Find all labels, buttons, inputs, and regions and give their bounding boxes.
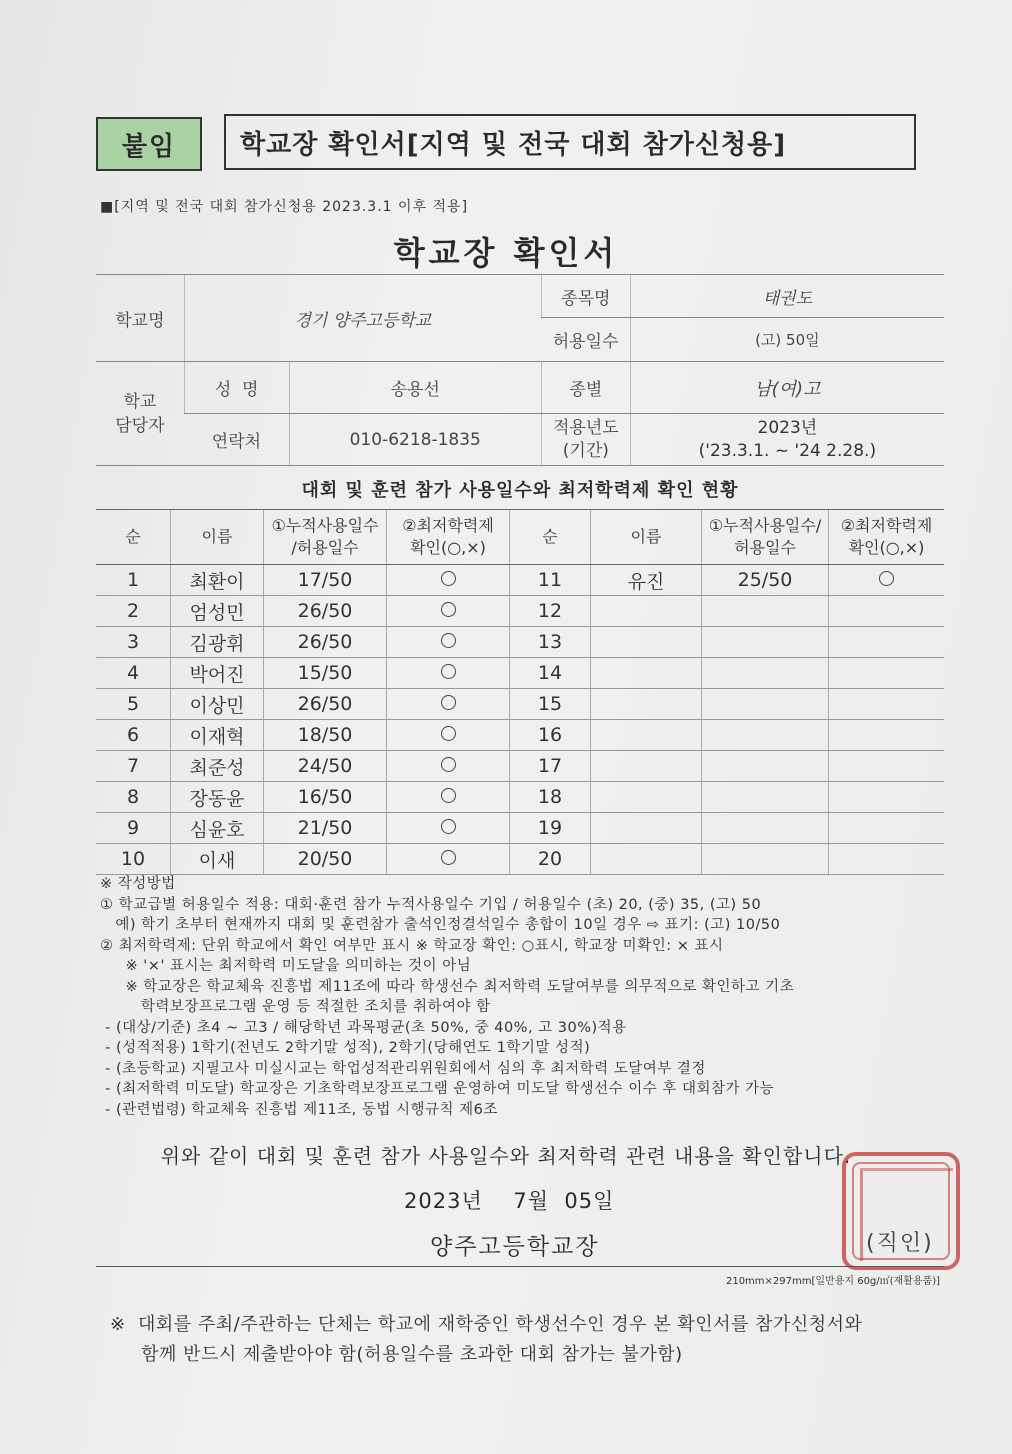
check-mark (387, 751, 510, 782)
col-header: ②최저학력제 확인(○,×) (829, 510, 945, 565)
check-mark (387, 565, 510, 596)
check-mark (829, 658, 945, 689)
row-number: 10 (96, 844, 171, 875)
check-mark (387, 627, 510, 658)
section-title: 대회 및 훈련 참가 사용일수와 최저학력제 확인 현황 (301, 480, 739, 501)
student-name: 김광휘 (171, 627, 264, 658)
writing-instructions (100, 874, 950, 1120)
used-days: 26/50 (264, 627, 387, 658)
person-name-label: 성 명 (184, 362, 289, 414)
circle-mark-icon (879, 571, 894, 586)
check-mark (387, 720, 510, 751)
check-mark (829, 565, 945, 596)
student-name (591, 720, 702, 751)
seal-label: (직인) (866, 1231, 934, 1256)
student-name: 최환이 (171, 565, 264, 596)
check-mark (829, 844, 945, 875)
row-number: 5 (96, 689, 171, 720)
used-days: 26/50 (264, 689, 387, 720)
table-header-row (96, 510, 944, 565)
student-name: 심윤호 (171, 813, 264, 844)
circle-mark-icon (441, 819, 456, 834)
circle-mark-icon (441, 571, 456, 586)
row-number: 6 (96, 720, 171, 751)
school-name-label: 학교명 (96, 275, 184, 362)
gender-label: 종별 (541, 362, 630, 414)
student-name: 엄성민 (171, 596, 264, 627)
student-name: 유진 (591, 565, 702, 596)
instruction-line: 예) 학기 초부터 현재까지 대회 및 훈련참가 출석인정결석일수 총합이 10일 경우 ⇨ 표기: (고) 10/50 (100, 917, 781, 933)
col-header: 이름 (591, 510, 702, 565)
applicability-note: ■[지역 및 전국 대회 참가신청용 2023.3.1 이후 적용] (100, 199, 469, 215)
used-days: 20/50 (264, 844, 387, 875)
allowed-days-label: 허용일수 (541, 318, 630, 362)
table-row (96, 751, 944, 782)
row-number: 7 (96, 751, 171, 782)
circle-mark-icon (441, 757, 456, 772)
used-days (702, 596, 829, 627)
phone-value: 010-6218-1835 (289, 414, 541, 466)
instruction-line: - (최저학력 미도달) 학교장은 기초학력보장프로그램 운영하여 미도달 학생선수 이수 후 대회참가 가능 (100, 1081, 775, 1097)
instruction-line: ※ 작성방법 (100, 876, 176, 892)
check-mark (829, 627, 945, 658)
row-number: 4 (96, 658, 171, 689)
year-value: 2023년 (757, 417, 818, 438)
check-mark (387, 813, 510, 844)
used-days (702, 751, 829, 782)
used-days: 21/50 (264, 813, 387, 844)
used-days: 26/50 (264, 596, 387, 627)
row-number: 14 (510, 658, 591, 689)
check-mark (387, 844, 510, 875)
used-days: 17/50 (264, 565, 387, 596)
used-days (702, 627, 829, 658)
col-header: ②최저학력제 확인(○,×) (387, 510, 510, 565)
circle-mark-icon (441, 664, 456, 679)
footer-line: ※ 대회를 주최/주관하는 단체는 학교에 재학중인 학생선수인 경우 본 확인서를 참가신청서와 (110, 1314, 863, 1335)
check-mark (829, 720, 945, 751)
document-heading: 학교장 확인서[지역 및 전국 대회 참가신청용] (224, 114, 916, 170)
footer-notice (110, 1310, 862, 1370)
instruction-line: 학력보장프로그램 운영 등 적절한 조치를 취하여야 함 (100, 999, 491, 1015)
sport-label: 종목명 (541, 275, 630, 318)
row-number: 3 (96, 627, 171, 658)
principal-signature: 양주고등학교장 (430, 1234, 600, 1260)
row-number: 12 (510, 596, 591, 627)
table-row (96, 689, 944, 720)
school-name-value: 경기 양주고등학교 (184, 275, 541, 362)
instruction-line: - (초등학교) 지필고사 미실시교는 학업성적관리위원회에서 심의 후 최저학력 도달여부 결정 (100, 1060, 706, 1077)
student-name (591, 782, 702, 813)
col-header: 순 (96, 510, 171, 565)
table-row (96, 565, 944, 596)
row-number: 19 (510, 813, 591, 844)
used-days (702, 844, 829, 875)
used-days (702, 813, 829, 844)
school-info-table (96, 274, 944, 466)
used-days: 18/50 (264, 720, 387, 751)
student-name (591, 689, 702, 720)
footer-line: 함께 반드시 제출받아야 함(허용일수를 초과한 대회 참가는 불가함) (110, 1344, 683, 1365)
student-name (591, 813, 702, 844)
row-number: 13 (510, 627, 591, 658)
table-row (96, 720, 944, 751)
year-label: 적용년도 (기간) (541, 414, 630, 466)
row-number: 20 (510, 844, 591, 875)
used-days: 24/50 (264, 751, 387, 782)
student-name (591, 627, 702, 658)
table-row (96, 658, 944, 689)
circle-mark-icon (441, 633, 456, 648)
check-mark (387, 689, 510, 720)
student-name (591, 844, 702, 875)
col-header: 순 (510, 510, 591, 565)
col-header: ①누적사용일수 /허용일수 (264, 510, 387, 565)
used-days: 15/50 (264, 658, 387, 689)
phone-label: 연락처 (184, 414, 289, 466)
issue-date: 2023년 7월 05일 (404, 1189, 615, 1213)
row-number: 11 (510, 565, 591, 596)
circle-mark-icon (441, 726, 456, 741)
divider (96, 1266, 944, 1267)
attachment-label: 붙임 (96, 117, 202, 171)
col-header: ①누적사용일수/ 허용일수 (702, 510, 829, 565)
row-number: 15 (510, 689, 591, 720)
row-number: 8 (96, 782, 171, 813)
row-number: 9 (96, 813, 171, 844)
student-name: 이새 (171, 844, 264, 875)
used-days (702, 689, 829, 720)
page-title: 학교장 확인서 (393, 234, 619, 272)
sport-value: 태권도 (630, 275, 944, 318)
year-cell (630, 414, 944, 466)
table-row (96, 627, 944, 658)
student-name: 이재혁 (171, 720, 264, 751)
table-row (96, 782, 944, 813)
person-name-value: 송용선 (289, 362, 541, 414)
student-name: 장동윤 (171, 782, 264, 813)
row-number: 1 (96, 565, 171, 596)
check-mark (829, 813, 945, 844)
circle-mark-icon (441, 788, 456, 803)
student-name: 박어진 (171, 658, 264, 689)
table-row (96, 813, 944, 844)
instruction-line: ② 최저학력제: 단위 학교에서 확인 여부만 표시 ※ 학교장 확인: ○표시, 학교장 미확인: × 표시 (100, 937, 724, 954)
student-name: 최준성 (171, 751, 264, 782)
student-name: 이상민 (171, 689, 264, 720)
period-value: ('23.3.1. ~ '24 2.28.) (698, 440, 877, 461)
row-number: 2 (96, 596, 171, 627)
check-mark (387, 596, 510, 627)
instruction-line: - (관련법령) 학교체육 진흥법 제11조, 동법 시행규칙 제6조 (100, 1101, 498, 1118)
instruction-line: ① 학교급별 허용일수 적용: 대회·훈련 참가 누적사용일수 기입 / 허용일수 (초) 20, (중) 35, (고) 50 (100, 896, 762, 913)
check-mark (829, 689, 945, 720)
col-header: 이름 (171, 510, 264, 565)
used-days (702, 658, 829, 689)
row-number: 17 (510, 751, 591, 782)
instruction-line: - (대상/기준) 초4 ~ 고3 / 해당학년 과목평균(초 50%, 중 40%, 고 30%)적용 (100, 1019, 627, 1036)
row-number: 18 (510, 782, 591, 813)
circle-mark-icon (441, 602, 456, 617)
student-name (591, 658, 702, 689)
circle-mark-icon (441, 850, 456, 865)
student-name (591, 596, 702, 627)
circle-mark-icon (441, 695, 456, 710)
allowed-days-value: (고) 50일 (630, 318, 944, 362)
instruction-line: ※ 학교장은 학교체육 진흥법 제11조에 따라 학생선수 최저학력 도달여부를 의무적으로 확인하고 기초 (100, 978, 795, 995)
check-mark (829, 782, 945, 813)
used-days: 16/50 (264, 782, 387, 813)
table-row (96, 596, 944, 627)
student-name (591, 751, 702, 782)
confirmation-statement: 위와 같이 대회 및 훈련 참가 사용일수와 최저학력 관련 내용을 확인합니다. (160, 1144, 852, 1168)
used-days (702, 720, 829, 751)
instruction-line: ※ '×' 표시는 최저학력 미도달을 의미하는 것이 아님 (100, 958, 472, 974)
used-days (702, 782, 829, 813)
participation-table (96, 509, 944, 875)
check-mark (387, 782, 510, 813)
used-days: 25/50 (702, 565, 829, 596)
instruction-line: - (성적적용) 1학기(전년도 2학기말 성적), 2학기(당해연도 1학기말 성적) (100, 1040, 591, 1056)
gender-value: 남(여)고 (630, 362, 944, 414)
row-number: 16 (510, 720, 591, 751)
paper-size-note: 210mm×297mm[일반용지 60g/㎡(재활용품)] (725, 1276, 940, 1287)
table-row (96, 844, 944, 875)
check-mark (829, 596, 945, 627)
contact-person-label: 학교 담당자 (96, 362, 184, 466)
check-mark (829, 751, 945, 782)
check-mark (387, 658, 510, 689)
